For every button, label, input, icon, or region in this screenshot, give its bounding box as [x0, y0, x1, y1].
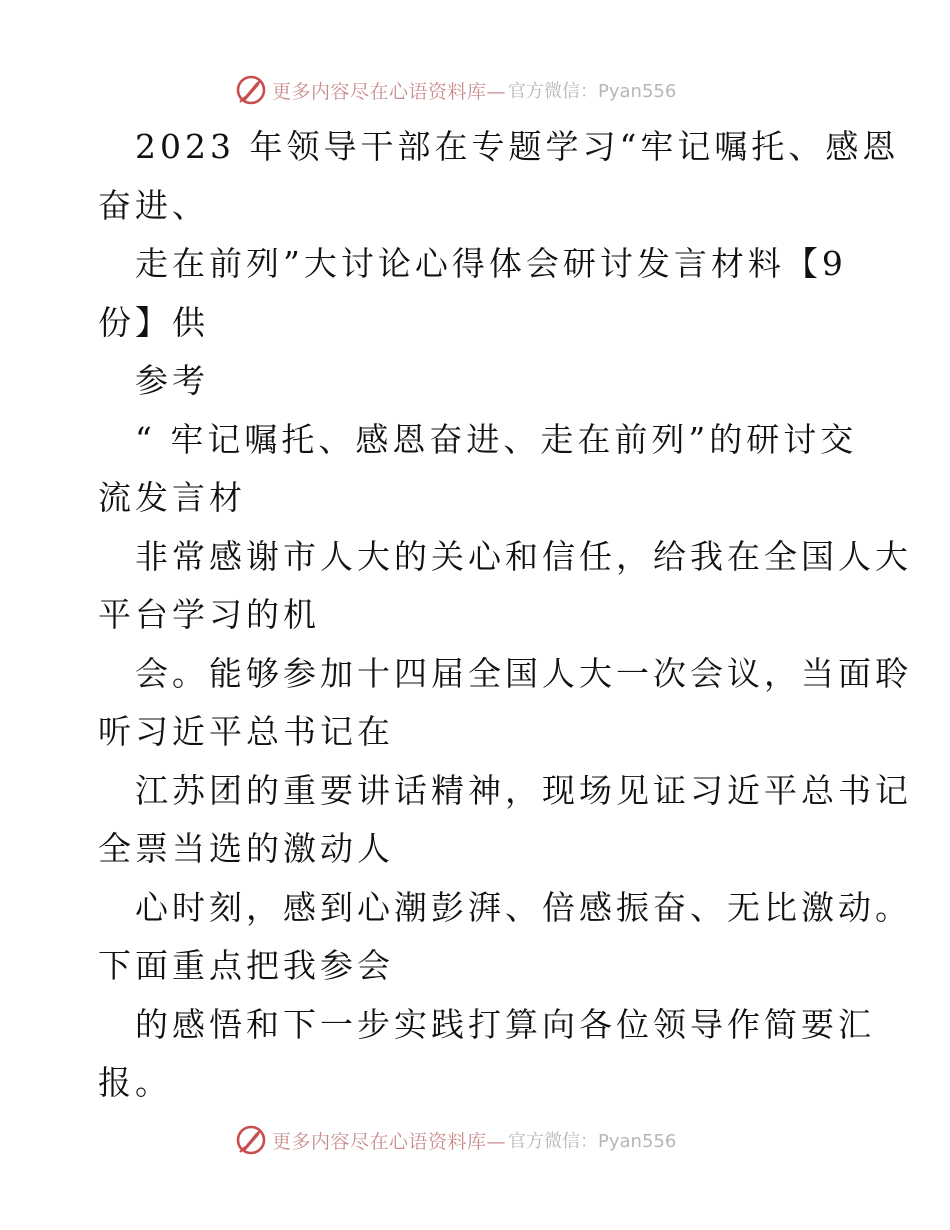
- text-line: 会。能够参加十四届全国人大一次会议，当面聆: [135, 653, 912, 693]
- text-line: 的感悟和下一步实践打算向各位领导作简要汇: [135, 1004, 875, 1044]
- text-line: 全票当选的激动人: [98, 829, 394, 868]
- text-line: 2023 年领导干部在专题学习“牢记嘱托、感恩: [135, 127, 900, 166]
- text-line: 奋进、: [98, 185, 209, 225]
- text-line: 听习近平总书记在: [98, 712, 394, 751]
- watermark-site-text: 更多内容尽在心语资料库—: [272, 80, 507, 103]
- document-body: [98, 118, 912, 1113]
- text-line: 份】供: [98, 302, 209, 342]
- quill-pen-logo-icon: [234, 1123, 268, 1157]
- watermark-wechat-text: 官方微信：Pyan556: [508, 81, 677, 102]
- text-line: 心时刻，感到心潮彭湃、倍感振奋、无比激动。: [135, 887, 912, 927]
- text-line: 平台学习的机: [98, 595, 320, 634]
- text-line: 参考: [135, 361, 209, 400]
- text-line: 走在前列”大讨论心得体会研讨发言材料【9: [135, 244, 847, 283]
- text-line: 报。: [98, 1063, 172, 1102]
- watermark-wechat-text: 官方微信：Pyan556: [508, 1131, 677, 1152]
- text-line: “ 牢记嘱托、感恩奋进、走在前列”的研讨交: [135, 419, 858, 459]
- footer-watermark: [234, 1122, 676, 1158]
- text-line: 江苏团的重要讲话精神，现场见证习近平总书记: [135, 770, 912, 810]
- text-line: 非常感谢市人大的关心和信任，给我在全国人大: [135, 536, 912, 576]
- text-line: 流发言材: [98, 478, 246, 517]
- text-line: 下面重点把我参会: [98, 946, 394, 985]
- watermark-site-text: 更多内容尽在心语资料库—: [272, 1130, 507, 1153]
- header-watermark: [234, 72, 676, 108]
- quill-pen-logo-icon: [234, 73, 268, 107]
